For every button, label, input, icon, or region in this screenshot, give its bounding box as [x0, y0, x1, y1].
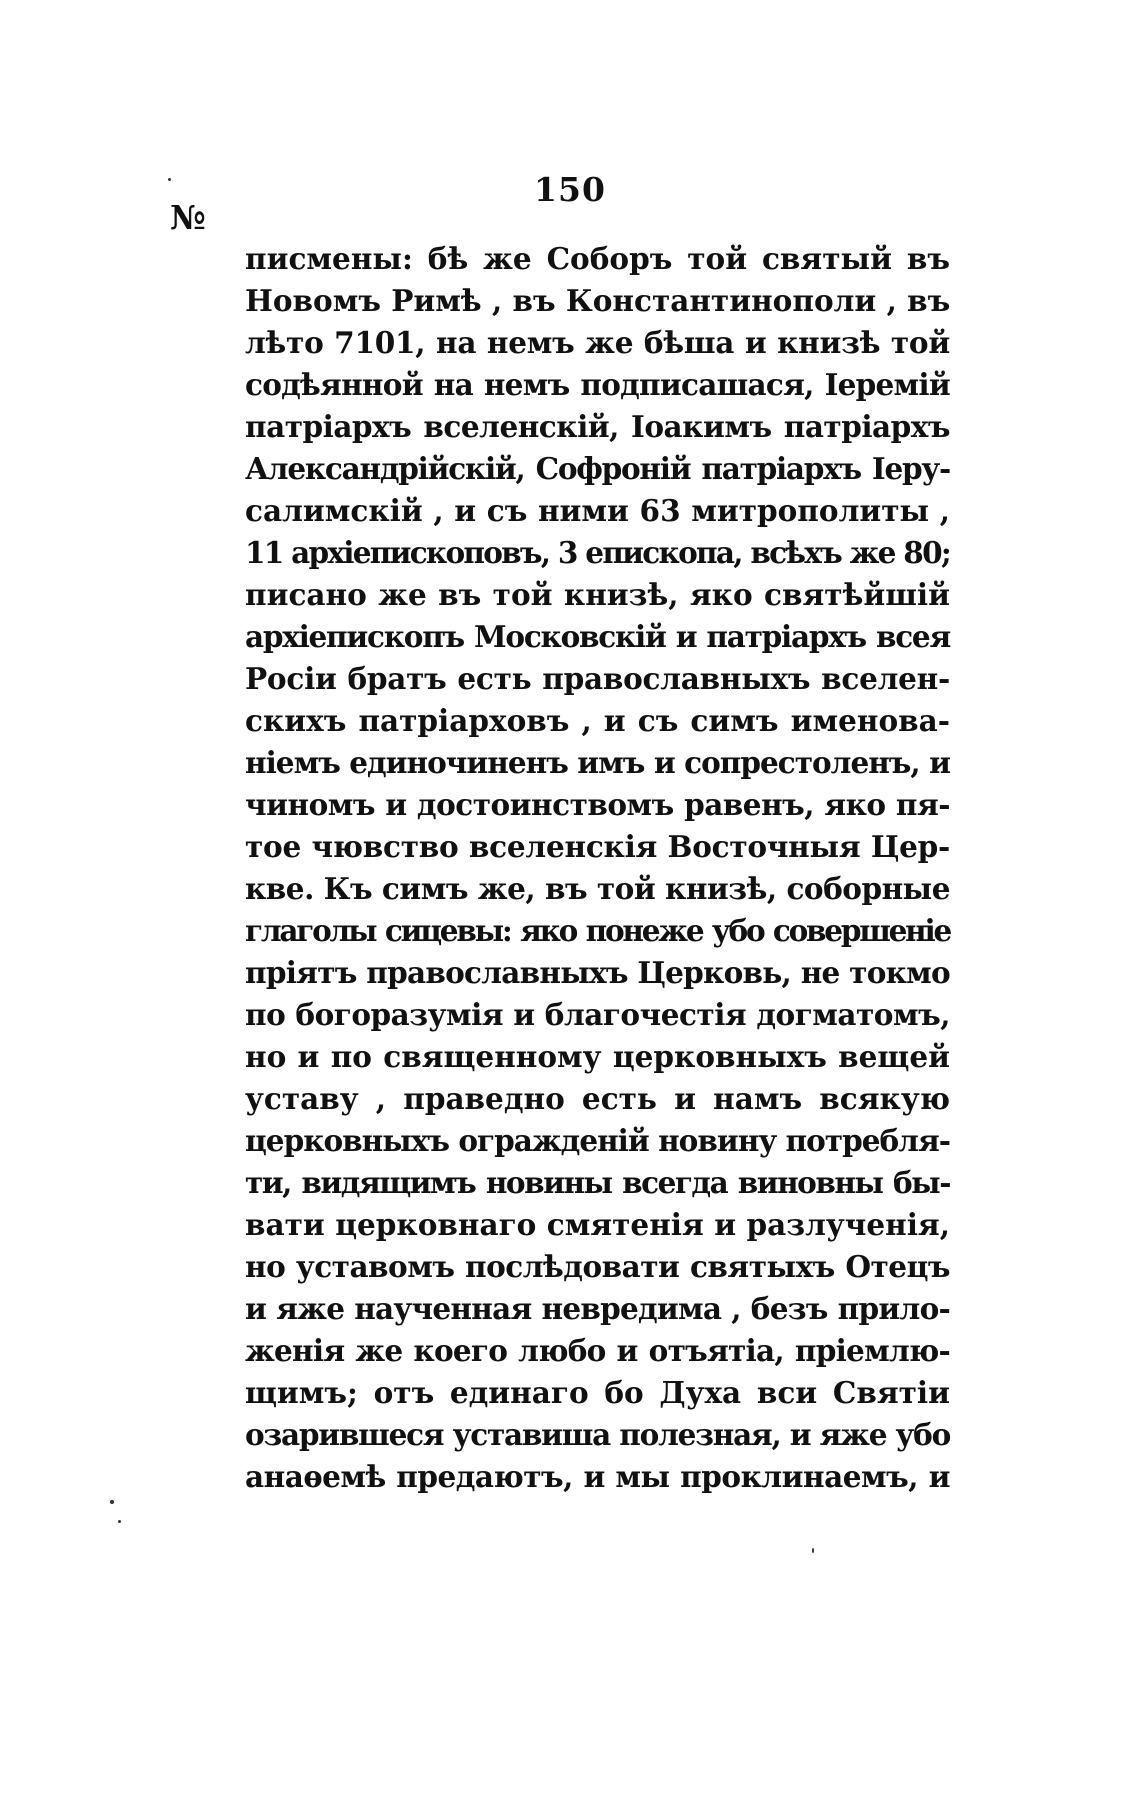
text-line: писмены: бѣ же Соборъ той святый въ — [245, 241, 950, 276]
text-line: чиномъ и достоинствомъ равенъ, яко пя- — [245, 787, 950, 822]
text-line: ніемъ единочиненъ имъ и сопрестоленъ, и — [245, 745, 950, 780]
text-line: Александрійскій, Софроній патріархъ Іеру- — [245, 451, 950, 486]
text-line: анаѳемѣ предаютъ, и мы проклинаемъ, и — [245, 1459, 950, 1494]
text-line: 11 архіепископовъ, 3 епископа, всѣхъ же 80; — [245, 535, 950, 570]
scan-speck — [118, 1520, 121, 1523]
text-line: тое чювство вселенскія Восточныя Цер- — [245, 829, 950, 864]
body-text — [245, 238, 950, 1498]
text-line: патріархъ вселенскій, Іоакимъ патріархъ — [245, 409, 950, 444]
scan-speck — [110, 1500, 114, 1504]
text-line: но и по священному церковныхъ вещей — [245, 1039, 950, 1074]
text-line: пріятъ православныхъ Церковь, не токмо — [245, 955, 950, 990]
text-line: кве. Къ симъ же, въ той книзѣ, соборные — [245, 871, 950, 906]
scan-speck — [812, 1548, 814, 1553]
text-line: женія же коего любо и отъятіа, пріемлю- — [245, 1333, 950, 1368]
text-line: уставу , праведно есть и намъ всякую — [245, 1081, 950, 1116]
text-line: глаголы сицевы: яко понеже убо совершеніе — [245, 913, 950, 948]
text-line: по богоразумія и благочестія догматомъ, — [245, 997, 950, 1032]
page-number: 150 — [534, 170, 606, 209]
text-line: скихъ патріарховъ , и съ симъ именова- — [245, 703, 950, 738]
text-line: но уставомъ послѣдовати святыхъ Отецъ — [245, 1249, 950, 1284]
text-line: озарившеся уставиша полезная, и яже убо — [245, 1417, 950, 1452]
text-line: салимскій , и съ ними 63 митрополиты , — [245, 493, 950, 528]
text-line: писано же въ той книзѣ, яко святѣйшій — [245, 577, 950, 612]
text-line: содѣянной на немъ подписашася, Іеремій — [245, 367, 950, 402]
text-line: лѣто 7101, на немъ же бѣша и книзѣ той — [245, 325, 950, 360]
text-line: церковныхъ огражденій новину потребля- — [245, 1123, 950, 1158]
text-line: архіепископъ Московскій и патріархъ всея — [245, 619, 950, 654]
text-line: ти, видящимъ новины всегда виновны бы- — [245, 1165, 950, 1200]
numero-sign: № — [170, 198, 206, 237]
text-line: Росіи братъ есть православныхъ вселен- — [245, 661, 950, 696]
text-line: щимъ; отъ единаго бо Духа вси Святіи — [245, 1375, 950, 1410]
text-line: и яже наученная невредима , безъ прило- — [245, 1291, 950, 1326]
text-line: вати церковнаго смятенія и разлученія, — [245, 1207, 950, 1242]
scan-speck — [168, 178, 171, 181]
text-line: Новомъ Римѣ , въ Константинополи , въ — [245, 283, 951, 318]
